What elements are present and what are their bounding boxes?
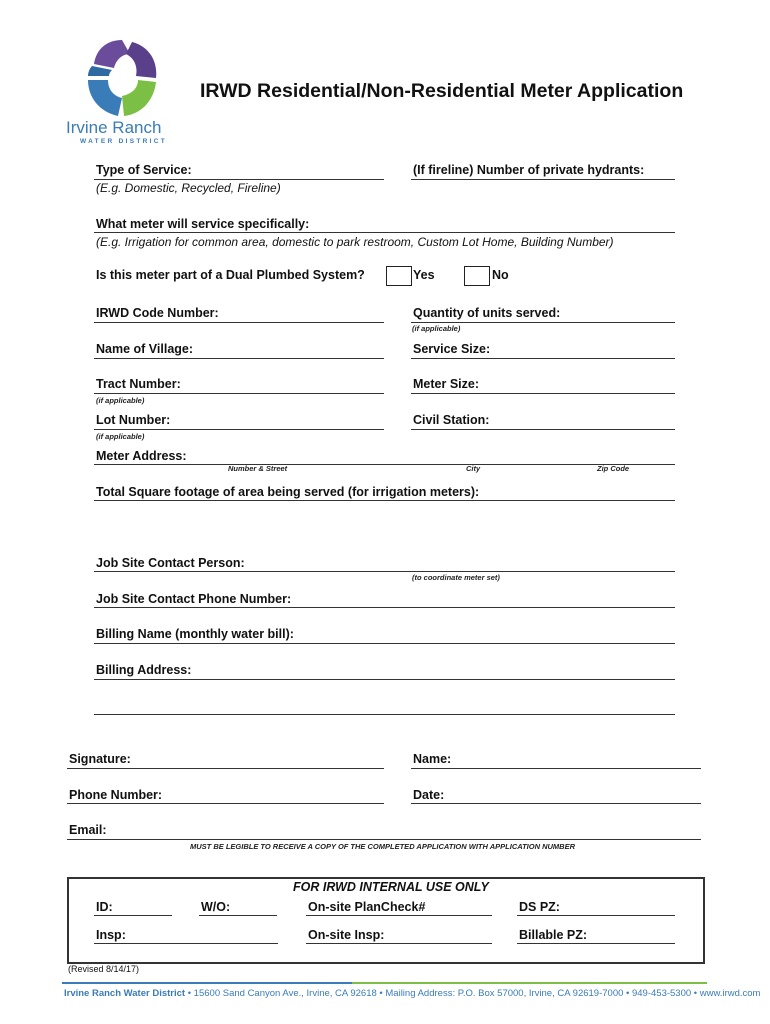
internal-billable-pz-label: Billable PZ: <box>519 928 588 942</box>
quantity-if-applicable-note: (if applicable) <box>412 324 461 333</box>
email-field[interactable] <box>67 839 701 840</box>
meter-address-label: Meter Address: <box>96 449 187 463</box>
service-size-field[interactable] <box>411 358 675 359</box>
tract-if-applicable-note: (if applicable) <box>96 396 145 405</box>
legible-note: MUST BE LEGIBLE TO RECEIVE A COPY OF THE COMPLETED APPLICATION WITH APPLICATION NUMBER <box>190 842 576 851</box>
lot-if-applicable-note: (if applicable) <box>96 432 145 441</box>
village-label: Name of Village: <box>96 342 194 356</box>
square-footage-field[interactable] <box>94 500 675 501</box>
name-field[interactable] <box>411 768 701 769</box>
what-meter-example: (E.g. Irrigation for common area, domestic to park restroom, Custom Lot Home, Building Number) <box>96 235 614 249</box>
coordinate-note: (to coordinate meter set) <box>412 573 500 582</box>
internal-id-label: ID: <box>96 900 113 914</box>
date-label: Date: <box>413 788 445 802</box>
phone-field[interactable] <box>67 803 384 804</box>
date-field[interactable] <box>411 803 701 804</box>
hydrants-label: (If fireline) Number of private hydrants: <box>413 163 645 177</box>
hydrants-field[interactable] <box>411 179 675 180</box>
footer-org: Irvine Ranch Water District <box>64 988 186 999</box>
internal-insp-field[interactable] <box>94 943 278 944</box>
internal-id-field[interactable] <box>94 915 172 916</box>
revised-date: (Revised 8/14/17) <box>68 964 140 974</box>
lot-label: Lot Number: <box>96 413 171 427</box>
billing-name-label: Billing Name (monthly water bill): <box>96 627 294 641</box>
internal-plancheck-label: On-site PlanCheck# <box>308 900 426 914</box>
no-label: No <box>492 268 509 282</box>
internal-wo-field[interactable] <box>199 915 277 916</box>
name-label: Name: <box>413 752 452 766</box>
internal-plancheck-field[interactable] <box>306 915 492 916</box>
logo-wordmark: Irvine Ranch <box>66 118 162 137</box>
irwd-logo-icon <box>84 38 160 118</box>
internal-wo-label: W/O: <box>201 900 231 914</box>
meter-size-field[interactable] <box>411 393 675 394</box>
irwd-code-field[interactable] <box>94 322 384 323</box>
contact-person-label: Job Site Contact Person: <box>96 556 245 570</box>
page-title: IRWD Residential/Non-Residential Meter Application <box>200 80 684 102</box>
contact-phone-field[interactable] <box>94 607 675 608</box>
signature-field[interactable] <box>67 768 384 769</box>
meter-size-label: Meter Size: <box>413 377 479 391</box>
meter-address-field[interactable] <box>94 464 675 465</box>
what-meter-label: What meter will service specifically: <box>96 217 310 231</box>
billing-name-field[interactable] <box>94 643 675 644</box>
type-of-service-label: Type of Service: <box>96 163 192 177</box>
lot-field[interactable] <box>94 429 384 430</box>
internal-onsite-insp-label: On-site Insp: <box>308 928 385 942</box>
dual-plumbed-yes-checkbox[interactable] <box>386 266 412 286</box>
quantity-units-field[interactable] <box>411 322 675 323</box>
billing-address-field[interactable] <box>94 679 675 680</box>
civil-station-label: Civil Station: <box>413 413 490 427</box>
email-label: Email: <box>69 823 107 837</box>
village-field[interactable] <box>94 358 384 359</box>
internal-billable-pz-field[interactable] <box>517 943 675 944</box>
logo-subtitle: WATER DISTRICT <box>80 138 167 145</box>
number-street-note: Number & Street <box>228 464 288 473</box>
tract-label: Tract Number: <box>96 377 181 391</box>
type-of-service-example: (E.g. Domestic, Recycled, Fireline) <box>96 181 281 195</box>
what-meter-field[interactable] <box>94 232 675 233</box>
square-footage-label: Total Square footage of area being served (for irrigation meters): <box>96 485 480 499</box>
internal-onsite-insp-field[interactable] <box>306 943 492 944</box>
service-size-label: Service Size: <box>413 342 491 356</box>
quantity-units-label: Quantity of units served: <box>413 306 561 320</box>
internal-use-heading: FOR IRWD INTERNAL USE ONLY <box>293 880 489 894</box>
footer-divider <box>62 982 707 984</box>
zip-note: Zip Code <box>597 464 630 473</box>
billing-address-label: Billing Address: <box>96 663 192 677</box>
civil-station-field[interactable] <box>411 429 675 430</box>
internal-ds-pz-field[interactable] <box>517 915 675 916</box>
irwd-code-label: IRWD Code Number: <box>96 306 219 320</box>
dual-plumbed-label: Is this meter part of a Dual Plumbed System? <box>96 268 365 282</box>
dual-plumbed-no-checkbox[interactable] <box>464 266 490 286</box>
contact-person-field[interactable] <box>94 571 675 572</box>
city-note: City <box>466 464 481 473</box>
footer-address <box>64 988 760 999</box>
internal-ds-pz-label: DS PZ: <box>519 900 560 914</box>
billing-address-field-2[interactable] <box>94 714 675 715</box>
tract-field[interactable] <box>94 393 384 394</box>
phone-label: Phone Number: <box>69 788 163 802</box>
type-of-service-field[interactable] <box>94 179 384 180</box>
footer-address-text: • 15600 Sand Canyon Ave., Irvine, CA 92618 • Mailing Address: P.O. Box 57000, Irvine, CA 92619-7000 • 949-453-5300 • www.irwd.com <box>185 988 761 999</box>
internal-insp-label: Insp: <box>96 928 126 942</box>
signature-label: Signature: <box>69 752 131 766</box>
contact-phone-label: Job Site Contact Phone Number: <box>96 592 292 606</box>
yes-label: Yes <box>413 268 435 282</box>
